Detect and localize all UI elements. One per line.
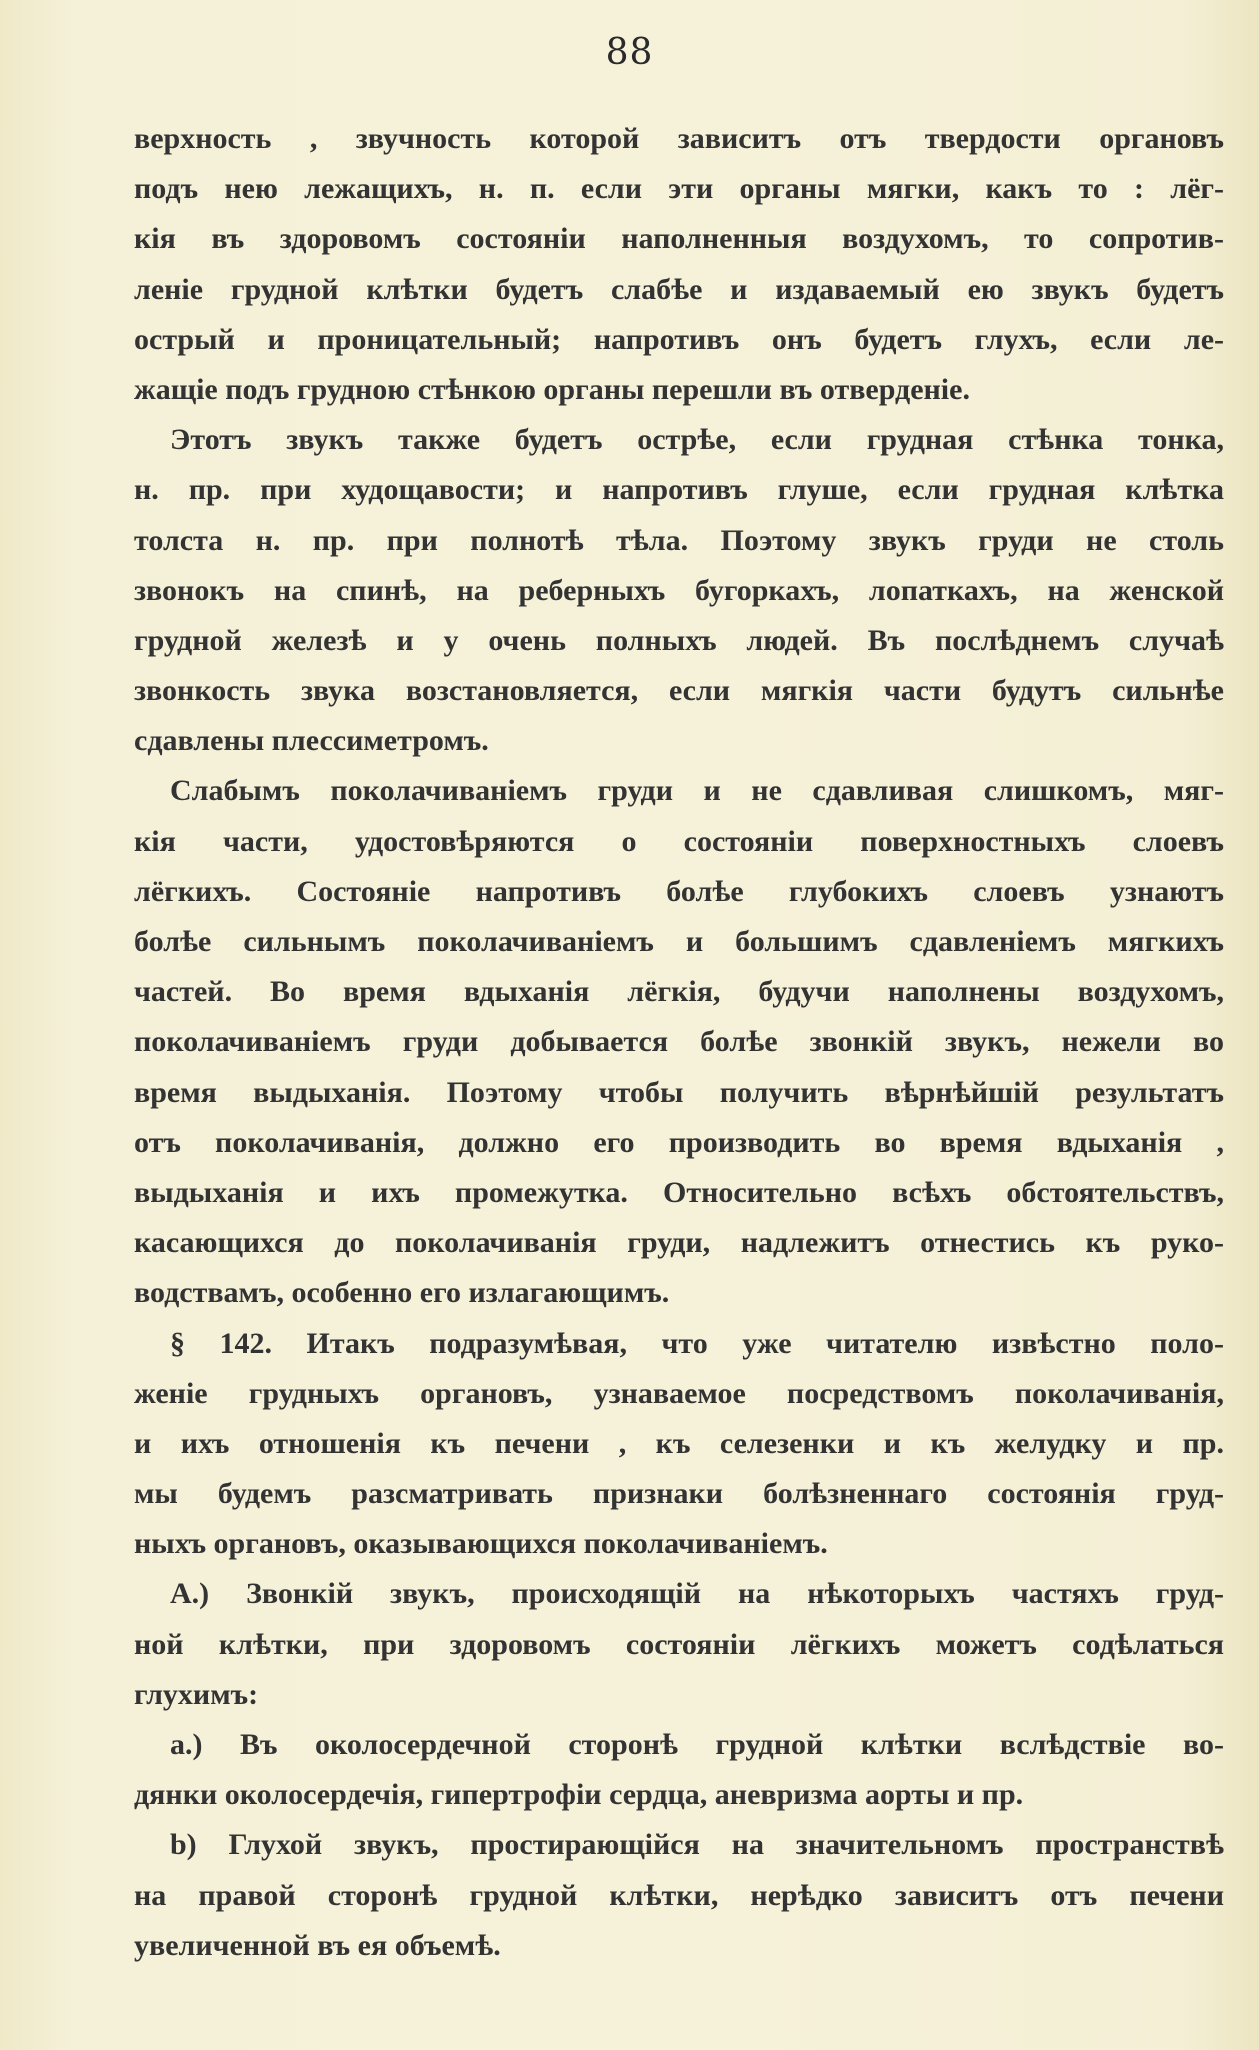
text-line: b) Глухой звукъ, простирающійся на значительномъ пространствѣ	[170, 1828, 1224, 1862]
text-line: водствамъ, особенно его излагающимъ.	[134, 1276, 670, 1310]
paragraph-3	[134, 766, 1224, 1318]
text-line: на правой сторонѣ грудной клѣтки, нерѣдко зависитъ отъ печени	[134, 1878, 1224, 1912]
text-line: грудной железѣ и у очень полныхъ людей. Въ послѣднемъ случаѣ	[134, 623, 1224, 657]
text-line: касающихся до поколачиванія груди, надлежитъ отнестись къ руко-	[134, 1226, 1224, 1260]
text-line: подъ нею лежащихъ, н. п. если эти органы мягки, какъ то : лёг-	[134, 172, 1224, 206]
text-line: женіе грудныхъ органовъ, узнаваемое посредствомъ поколачиванія,	[134, 1376, 1224, 1410]
paragraph-item-a-upper	[134, 1569, 1224, 1720]
paragraph-2	[134, 415, 1224, 766]
text-line: лёгкихъ. Состояніе напротивъ болѣе глубокихъ слоевъ узнаютъ	[134, 874, 1224, 908]
paragraph-section-142	[134, 1319, 1224, 1570]
text-line: звонокъ на спинѣ, на реберныхъ бугоркахъ, лопаткахъ, на женской	[134, 573, 1224, 607]
text-line: и ихъ отношенія къ печени , къ селезенки и къ желудку и пр.	[134, 1426, 1224, 1460]
text-line: время выдыханія. Поэтому чтобы получить вѣрнѣйшій результатъ	[134, 1075, 1224, 1109]
text-line: звонкость звука возстановляется, если мягкія части будутъ сильнѣе	[134, 674, 1224, 708]
text-line: частей. Во время вдыханія лёгкія, будучи наполнены воздухомъ,	[134, 975, 1224, 1009]
text-line: болѣе сильнымъ поколачиваніемъ и большимъ сдавленіемъ мягкихъ	[134, 925, 1224, 958]
text-line: А.) Звонкій звукъ, происходящій на нѣкоторыхъ частяхъ груд-	[170, 1577, 1224, 1611]
text-line: жащіе подъ грудною стѣнкою органы перешли въ отверденіе.	[134, 372, 970, 406]
text-line: толста н. пр. при полнотѣ тѣла. Поэтому звукъ груди не столь	[134, 523, 1224, 557]
text-line: острый и проницательный; напротивъ онъ будетъ глухъ, если ле-	[134, 322, 1224, 356]
text-line: Этотъ звукъ также будетъ острѣе, если грудная стѣнка тонка,	[170, 423, 1224, 457]
paragraph-1	[134, 114, 1224, 415]
text-line: отъ поколачиванія, должно его производить во время вдыханія ,	[134, 1125, 1224, 1159]
text-line: дянки околосердечія, гипертрофіи сердца, аневризма аорты и пр.	[134, 1778, 1024, 1812]
body-text	[134, 114, 1224, 1971]
text-line: сдавлены плессиметромъ.	[134, 724, 489, 758]
text-line: ныхъ органовъ, оказывающихся поколачиваніемъ.	[134, 1527, 828, 1561]
text-line: кія части, удостовѣряются о состояніи поверхностныхъ слоевъ	[134, 824, 1224, 858]
paragraph-item-a-lower	[134, 1720, 1224, 1820]
text-line: увеличенной въ ея объемѣ.	[134, 1928, 501, 1962]
page-number: 88	[605, 32, 654, 73]
paragraph-item-b	[134, 1820, 1224, 1971]
text-line: верхность , звучность которой зависитъ отъ твердости органовъ	[134, 122, 1224, 155]
text-line: кія въ здоровомъ состояніи наполненныя воздухомъ, то сопротив-	[134, 222, 1224, 256]
text-line: н. пр. при худощавости; и напротивъ глуше, если грудная клѣтка	[134, 473, 1224, 507]
text-line: ной клѣтки, при здоровомъ состояніи лёгкихъ можетъ содѣлаться	[134, 1627, 1224, 1661]
text-line: глухимъ:	[134, 1677, 259, 1711]
text-line: а.) Въ околосердечной сторонѣ грудной клѣтки вслѣдствіе во-	[170, 1728, 1224, 1761]
text-line: поколачиваніемъ груди добывается болѣе звонкій звукъ, нежели во	[134, 1025, 1224, 1059]
text-line: мы будемъ разсматривать признаки болѣзненнаго состоянія груд-	[134, 1477, 1224, 1511]
text-line: Слабымъ поколачиваніемъ груди и не сдавливая слишкомъ, мяг-	[170, 774, 1224, 808]
text-line: леніе грудной клѣтки будетъ слабѣе и издаваемый ею звукъ будетъ	[134, 272, 1224, 306]
text-line: выдыханія и ихъ промежутка. Относительно всѣхъ обстоятельствъ,	[134, 1175, 1224, 1209]
text-line: § 142. Итакъ подразумѣвая, что уже читателю извѣстно поло-	[170, 1326, 1224, 1360]
